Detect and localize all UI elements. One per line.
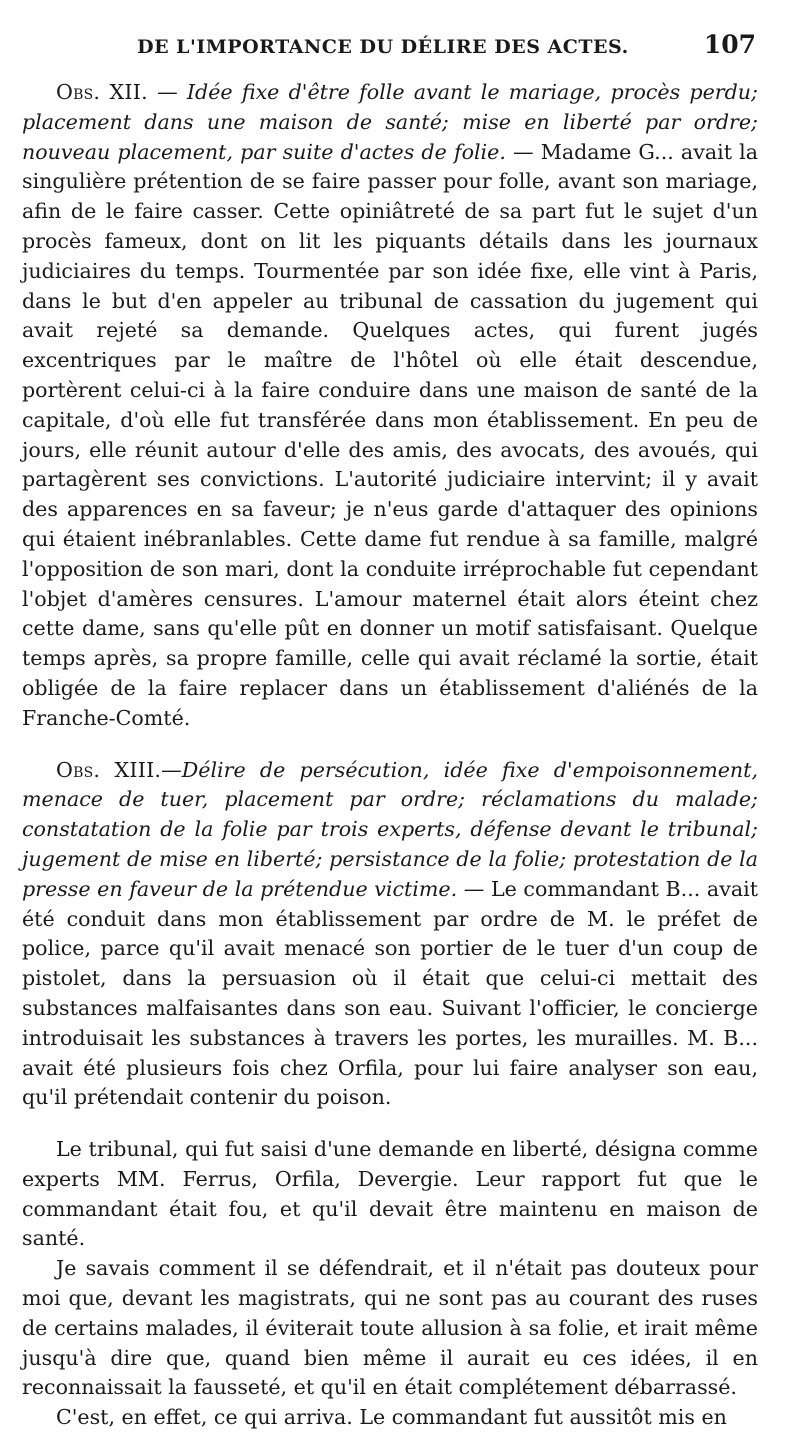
body-paragraph: C'est, en effet, ce qui arriva. Le commandant fut aussitôt mis en	[56, 1405, 727, 1430]
observation-dash: —	[161, 757, 182, 782]
observation-dash: —	[147, 80, 187, 104]
page-number: 107	[703, 30, 756, 59]
observation-label: Obs. XII.	[56, 80, 148, 104]
observation-label: Obs. XIII.	[56, 757, 162, 782]
book-page	[22, 30, 758, 1430]
observation-xii	[22, 78, 758, 734]
body-paragraph: Je savais comment il se défendrait, et il n'était pas douteux pour moi que, devant les magistrats, qui ne sont pas au courant des ruses de certains malades, il éviterait toute allusion à sa folie, et irait même jusqu'à dire que, quand bien même il aurait eu ces idées, il en reconnaissait la fausseté, et qu'il en était complétement débarrassé.	[22, 1256, 758, 1400]
running-head	[22, 30, 758, 70]
observation-summary: Délire de persécution, idée fixe d'empoisonnement, menace de tuer, placement par ordre; réclamations du malade; constatation de la folie par trois experts, défense devant le tribunal; jugement de mise en liberté; persistance de la folie; protestation de la presse en faveur de la prétendue victime.	[22, 757, 758, 901]
observation-text: — Madame G... avait la singulière prétention de se faire passer pour folle, avant son mariage, afin de le faire casser. Cette opiniâtreté de sa part fut le sujet d'un procès fameux, dont on lit les piquants détails dans les journaux judiciaires du temps. Tourmentée par son idée fixe, elle vint à Paris, dans le but d'en appeler au tribunal de cassation du jugement qui avait rejeté sa demande. Quelques actes, qui furent jugés excentriques par le maître de l'hôtel où elle était descendue, portèrent celui-ci à la faire conduire dans une maison de santé de la capitale, d'où elle fut transférée dans mon établissement. En peu de jours, elle réunit autour d'elle des amis, des avocats, des avoués, qui partagèrent ses convictions. L'autorité judiciaire intervint; il y avait des apparences en sa faveur; je n'eus garde d'attaquer des opinions qui étaient inébranlables. Cette dame fut rendue à sa famille, malgré l'opposition de son mari, dont la conduite irréprochable fut cependant l'objet d'amères censures. L'amour maternel était alors éteint chez cette dame, sans qu'elle pût en donner un motif satisfaisant. Quelque temps après, sa propre famille, celle qui avait réclamé la sortie, était obligée de la faire replacer dans un établissement d'aliénés de la Franche-Comté.	[22, 139, 758, 730]
observation-summary: Idée fixe d'être folle avant le mariage, procès perdu; placement dans une maison de santé; mise en liberté par ordre; nouveau placement, par suite d'actes de folie.	[22, 80, 758, 164]
observation-xiii	[22, 756, 758, 1114]
body-paragraph: Le tribunal, qui fut saisi d'une demande en liberté, désigna comme experts MM. Ferrus, Orfila, Devergie. Leur rapport fut que le commandant était fou, et qu'il devait être maintenu en maison de santé.	[22, 1137, 758, 1251]
running-title: DE L'IMPORTANCE DU DÉLIRE DES ACTES.	[137, 36, 629, 58]
observation-text: — Le commandant B... avait été conduit dans mon établissement par ordre de M. le préfet de police, parce qu'il avait menacé son portier de le tuer d'un coup de pistolet, dans la persuasion où il était que celui-ci mettait des substances malfaisantes dans son eau. Suivant l'officier, le concierge introduisait les substances à travers les portes, les murailles. M. B... avait été plusieurs fois chez Orfila, pour lui faire analyser son eau, qu'il prétendait contenir du poison.	[22, 876, 758, 1110]
